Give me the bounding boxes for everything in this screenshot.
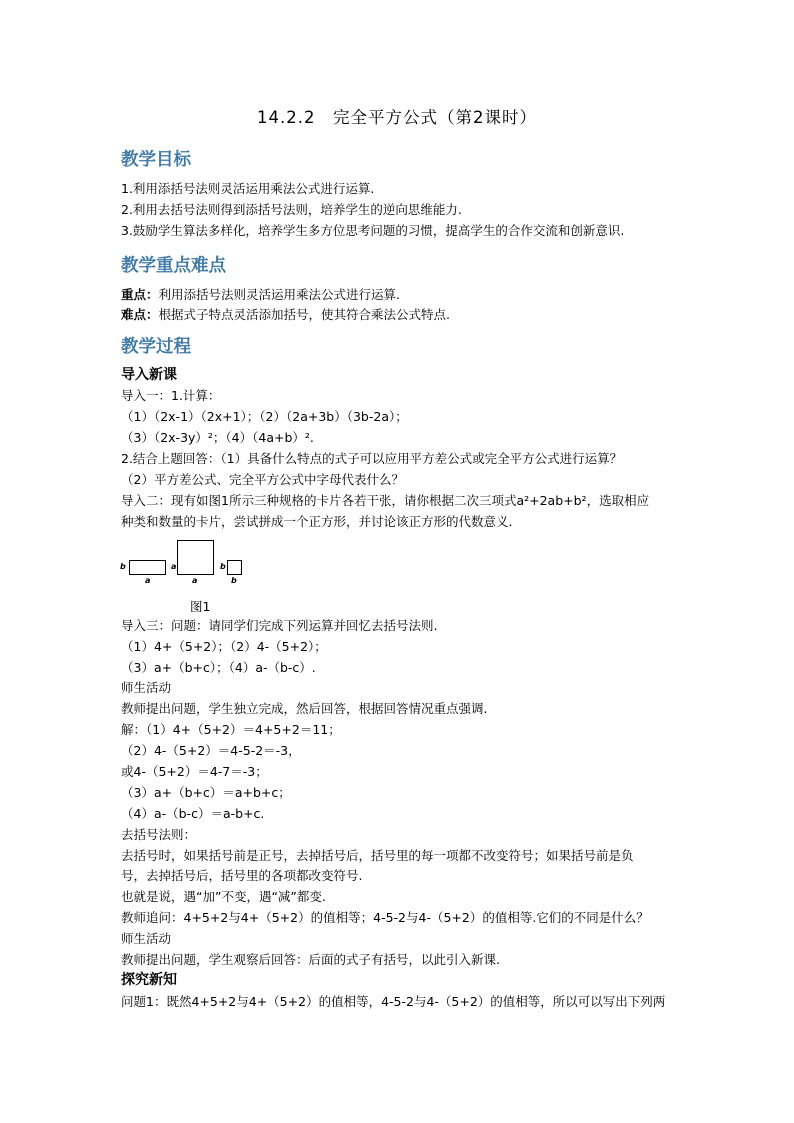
goal-item-3: 3.鼓励学生算法多样化，培养学生多方位思考问题的习惯，提高学生的合作交流和创新意识. [121, 223, 625, 238]
text-line: （3）（2x-3y）²；（4）（4a+b）². [121, 430, 314, 445]
fig-label: b [220, 562, 226, 571]
goal-item-2: 2.利用去括号法则得到添括号法则，培养学生的逆向思维能力. [121, 202, 462, 217]
text-line: 教师提出问题，学生独立完成，然后回答，根据回答情况重点强调. [121, 701, 488, 716]
text-line: 去括号时，如果括号前是正号，去掉括号后，括号里的每一项都不改变符号；如果括号前是负 [121, 848, 634, 863]
text-line: 2.结合上题回答：（1）具备什么特点的式子可以应用平方差公式或完全平方公式进行运算？ [121, 451, 623, 466]
text-line: 教师追问：4+5+2与4+（5+2）的值相等；4-5-2与4-（5+2）的值相等.它们的不同是什么？ [121, 910, 649, 925]
difficulty-line [121, 306, 450, 324]
heading-key-points: 教学重点难点 [121, 256, 226, 276]
difficulty-label: 难点： [121, 307, 159, 322]
difficulty-text: 根据式子特点灵活添加括号，使其符合乘法公式特点. [158, 307, 450, 322]
text-line: （1）4+（5+2）；（2）4-（5+2）； [121, 639, 327, 654]
text-line: （2）4-（5+2）＝4-5-2＝-3， [121, 743, 301, 758]
text-line: 种类和数量的卡片，尝试拼成一个正方形，并讨论该正方形的代数意义. [121, 514, 513, 529]
text-line: 导入一：1.计算： [121, 388, 221, 403]
text-line: 解：（1）4+（5+2）＝4+5+2＝11； [121, 722, 341, 737]
text-line: （2）平方差公式、完全平方公式中字母代表什么？ [121, 472, 404, 487]
text-line: （1）（2x-1）（2x+1）；（2）（2a+3b）（3b-2a）； [121, 409, 408, 424]
fig-label: a [192, 576, 198, 585]
text-line: 号，去掉括号后，括号里的各项都改变符号. [121, 868, 363, 883]
text-line: 问题1：既然4+5+2与4+（5+2）的值相等，4-5-2与4-（5+2）的值相等，所以可以写出下列两 [121, 994, 666, 1009]
heading-teaching-process: 教学过程 [121, 337, 191, 357]
key-point-line [121, 286, 400, 304]
text-line: 师生活动 [121, 931, 172, 946]
figure-caption: 图1 [190, 599, 211, 614]
card-rectangle-ab [129, 560, 166, 575]
subheading-explore: 探究新知 [121, 972, 177, 988]
text-line: 去括号法则： [121, 827, 197, 842]
card-square-b [227, 560, 242, 575]
subheading-intro: 导入新课 [121, 367, 177, 383]
page-title: 14.2.2 完全平方公式（第2课时） [257, 108, 537, 127]
fig-label: a [145, 576, 151, 585]
text-line: 或4-（5+2）＝4-7＝-3； [121, 764, 268, 779]
fig-label: b [231, 576, 237, 585]
text-line: 教师提出问题，学生观察后回答：后面的式子有括号，以此引入新课. [121, 952, 500, 967]
text-line: 导入三：问题：请同学们完成下列运算并回忆去括号法则. [121, 618, 438, 633]
heading-teaching-goals: 教学目标 [121, 150, 191, 170]
key-point-label: 重点： [121, 287, 159, 302]
fig-label: b [120, 562, 126, 571]
text-line: （3）a+（b+c）＝a+b+c； [121, 785, 291, 800]
text-line: （3）a+（b+c）；（4）a-（b-c）. [121, 660, 316, 675]
goal-item-1: 1.利用添括号法则灵活运用乘法公式进行运算. [121, 181, 375, 196]
card-square-a [177, 540, 214, 575]
text-line: 导入二：现有如图1所示三种规格的卡片各若干张，请你根据二次三项式a²+2ab+b²，选取相应 [121, 493, 650, 508]
text-line: 也就是说，遇“加”不变，遇“减”都变. [121, 889, 326, 904]
figure-cards [120, 536, 260, 596]
text-line: 师生活动 [121, 680, 172, 695]
key-point-text: 利用添括号法则灵活运用乘法公式进行运算. [158, 287, 400, 302]
fig-label: a [171, 562, 177, 571]
text-line: （4）a-（b-c）＝a-b+c. [121, 806, 265, 821]
